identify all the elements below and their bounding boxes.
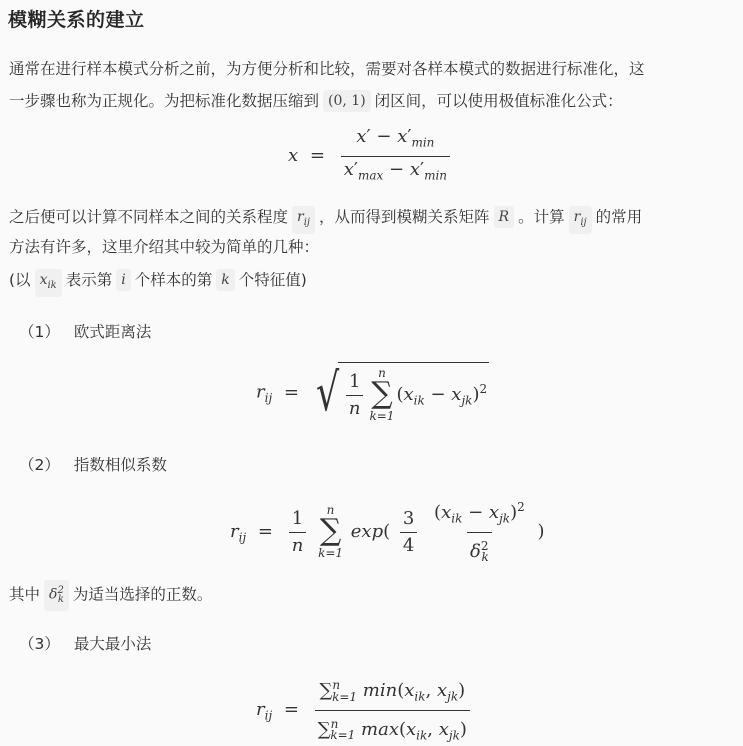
section-heading: 模糊关系的建立 xyxy=(8,9,145,31)
method-1-heading: （1） 欧式距离法 xyxy=(19,323,152,341)
delta-note: 其中 $\delta^2_k$ 为适当选择的正数。 xyxy=(9,580,212,611)
inline-math-k: k xyxy=(216,269,234,291)
formula-max-min: $r_{ij}$ = $\frac{\sum^n_{k=1} \min(x_{ik}, x_{jk})}{\sum^n_{k=1} \max(x_{ik}, x_{jk})}$ xyxy=(256,674,474,746)
relation-line-2: 方法有许多，这里介绍其中较为简单的几种： xyxy=(9,238,320,256)
square-root: √ $\frac{1}{n}$ n ∑ k=1 $(x_{ik} - x_{jk})^2$ xyxy=(315,362,488,423)
relation-line-3: (以 $x_{ik}$ 表示第 i 个样本的第 k 个特征值) xyxy=(9,266,307,297)
inline-math-delta-k-squared: $\delta^2_k$ xyxy=(44,580,69,611)
inline-math-xik: $x_{ik}$ xyxy=(35,269,62,297)
method-3-heading: （3） 最大最小法 xyxy=(19,635,152,653)
fraction: $\frac{x' - x'_{min}}{x'_{max} - x'_{min}}$ xyxy=(341,126,450,186)
intro-line-1: 通常在进行样本模式分析之前，为方便分析和比较，需要对各样本模式的数据进行标准化，这 xyxy=(9,60,645,78)
relation-line-1: 之后便可以计算不同样本之间的关系程度 $r_{ij}$ ，从而得到模糊关系矩阵 R 。计算 $r_{ij}$ 的常用 xyxy=(9,203,642,234)
formula-normalization: x = $\frac{x' - x'_{min}}{x'_{max} - x'_{min}}$ xyxy=(288,126,454,186)
inline-math-rij: $r_{ij}$ xyxy=(569,206,592,234)
formula-exponential-similarity: $r_{ij}$ = $\frac{1}{n}$ n ∑ k=1 exp( $\frac{3}{4}$ $\frac{(x_{ik} - x_{jk})^2}{\delta^2_k}$ ) xyxy=(230,496,545,568)
inline-math-i: i xyxy=(116,269,130,291)
intro-line-2: 一步骤也称为正规化。为把标准化数据压缩到 (0, 1) 闭区间，可以使用极值标准化公式： xyxy=(9,92,623,110)
formula-euclidean-distance: $r_{ij}$ = √ $\frac{1}{n}$ n ∑ k=1 $(x_{ik} - x_{jk})^2$ xyxy=(256,362,488,423)
inline-math-rij: $r_{ij}$ xyxy=(292,206,315,234)
inline-math-R: R xyxy=(494,206,515,228)
inline-math-interval: (0, 1) xyxy=(323,90,371,112)
method-2-heading: （2） 指数相似系数 xyxy=(19,456,167,474)
